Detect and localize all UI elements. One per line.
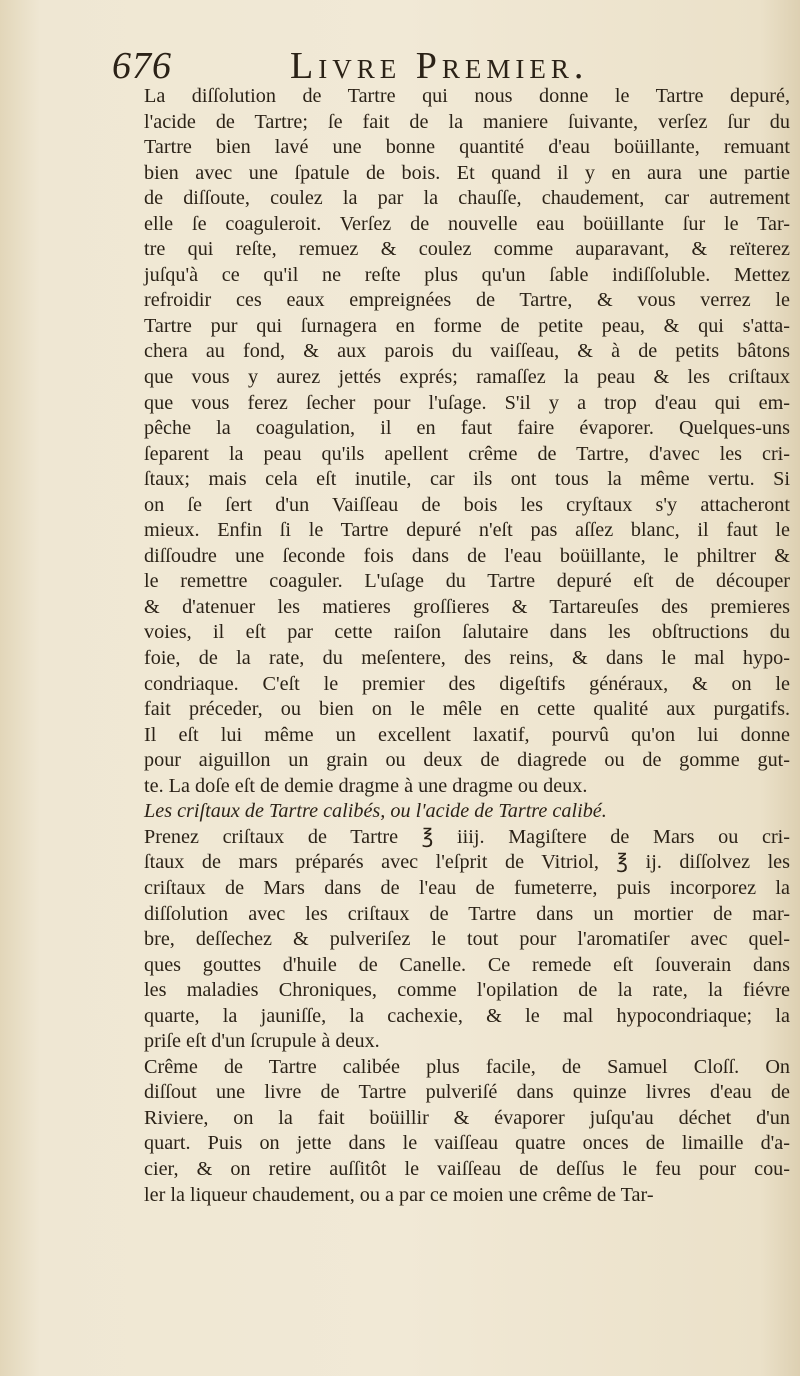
text-line: pêche la coagulation, il en faut faire évaporer. Quelques-uns <box>144 417 790 440</box>
text-line: l'acide de Tartre; ſe fait de la maniere ſuivante, verſez ſur du <box>144 110 790 133</box>
text-line: diſſoudre une ſeconde fois dans de l'eau boüillante, le philtrer & <box>144 544 790 567</box>
text-line: de diſſoute, coulez la par la chauſſe, chaudement, car autrement <box>144 187 790 210</box>
paragraph <box>114 84 790 799</box>
text-line: ſeparent la peau qu'ils apellent crême de Tartre, d'avec les cri- <box>144 442 790 465</box>
text-line: cier, & on retire auſſitôt le vaiſſeau de deſſus le feu pour cou- <box>144 1157 790 1180</box>
text-line: te. La doſe eſt de demie dragme à une dragme ou deux. <box>144 774 588 797</box>
text-line: ler la liqueur chaudement, ou a par ce moien une crême de Tar- <box>144 1183 654 1206</box>
text-line: Tartre bien lavé une bonne quantité d'eau boüillante, remuant <box>144 136 790 159</box>
text-line: quart. Puis on jette dans le vaiſſeau quatre onces de limaille d'a- <box>144 1132 790 1155</box>
text-line: ſtaux; mais cela eſt inutile, car ils ont tous la même vertu. Si <box>144 468 790 491</box>
text-line: Il eſt lui même un excellent laxatif, pourvû qu'on lui donne <box>144 723 790 746</box>
text-line: mieux. Enfin ſi le Tartre depuré n'eſt pas aſſez blanc, il faut le <box>144 519 790 542</box>
text-line: on ſe ſert d'un Vaiſſeau de bois les cryſtaux s'y attacheront <box>144 493 790 516</box>
text-line: diſſolution avec les criſtaux de Tartre dans un mortier de mar- <box>144 902 790 925</box>
text-line: voies, il eſt par cette raiſon ſalutaire dans les obſtructions du <box>144 621 790 644</box>
text-line: criſtaux de Mars dans de l'eau de fumeterre, puis incorporez la <box>144 876 790 899</box>
text-line: chera au fond, & aux parois du vaiſſeau, & à de petits bâtons <box>144 340 790 363</box>
paragraph <box>114 799 790 825</box>
text-line: que vous y aurez jettés exprés; ramaſſez la peau & les criſtaux <box>144 366 790 389</box>
text-line: fait préceder, ou bien on le mêle en cette qualité aux purgatifs. <box>144 698 790 721</box>
text-line: que vous ferez ſecher pour l'uſage. S'il y a trop d'eau qui em- <box>144 391 790 414</box>
text-line: refroidir ces eaux empreignées de Tartre, & vous verrez le <box>144 289 790 312</box>
text-line: tre qui reſte, remuez & coulez comme auparavant, & reïterez <box>144 238 790 261</box>
text-line: diſſout une livre de Tartre pulveriſé dans quinze livres d'eau de <box>144 1081 790 1104</box>
text-line: quarte, la jauniſſe, la cachexie, & le mal hypocondriaque; la <box>144 1004 790 1027</box>
text-line: ſtaux de mars préparés avec l'eſprit de Vitriol, ℥ ij. diſſolvez les <box>144 851 790 874</box>
text-line: bien avec une ſpatule de bois. Et quand il y en aura une partie <box>144 161 790 184</box>
text-line: condriaque. C'eſt le premier des digeſtifs généraux, & on le <box>144 672 790 695</box>
text-line: & d'atenuer les matieres groſſieres & Tartareuſes des premieres <box>144 595 790 618</box>
text-line: La diſſolution de Tartre qui nous donne le Tartre depuré, <box>144 85 790 107</box>
text-line: bre, deſſechez & pulveriſez le tout pour l'aromatiſer avec quel- <box>144 928 790 951</box>
text-line: Tartre pur qui ſurnagera en forme de petite peau, & qui s'atta- <box>144 314 790 337</box>
text-line: pour aiguillon un grain ou deux de diagrede ou de gomme gut- <box>144 749 790 772</box>
text-line: elle ſe coaguleroit. Verſez de nouvelle eau boüillante ſur le Tar- <box>144 212 790 235</box>
text-line: les maladies Chroniques, comme l'opilation de la rate, la fiévre <box>144 979 790 1002</box>
paragraph <box>114 1055 790 1208</box>
running-title: Livre Premier. <box>290 45 589 87</box>
text-line: foie, de la rate, du meſentere, des reins, & dans le mal hypo- <box>144 647 790 670</box>
text-line: juſqu'à ce qu'il ne reſte plus qu'un ſable indiſſoluble. Mettez <box>144 263 790 286</box>
text-line: le remettre coaguler. L'uſage du Tartre depuré eſt de découper <box>144 570 790 593</box>
paragraph <box>114 825 790 1055</box>
page-body <box>114 84 790 1208</box>
text-line: Les criſtaux de Tartre calibés, ou l'acide de Tartre calibé. <box>144 800 607 823</box>
text-line: Prenez criſtaux de Tartre ℥ iiij. Magiſtere de Mars ou cri- <box>144 825 790 848</box>
page-number: 676 <box>112 45 172 87</box>
text-line: Riviere, on la fait boüillir & évaporer juſqu'au déchet d'un <box>144 1106 790 1129</box>
text-line: Crême de Tartre calibée plus facile, de Samuel Cloſſ. On <box>144 1055 790 1078</box>
text-line: priſe eſt d'un ſcrupule à deux. <box>144 1030 380 1053</box>
text-line: ques gouttes d'huile de Canelle. Ce remede eſt ſouverain dans <box>144 953 790 976</box>
